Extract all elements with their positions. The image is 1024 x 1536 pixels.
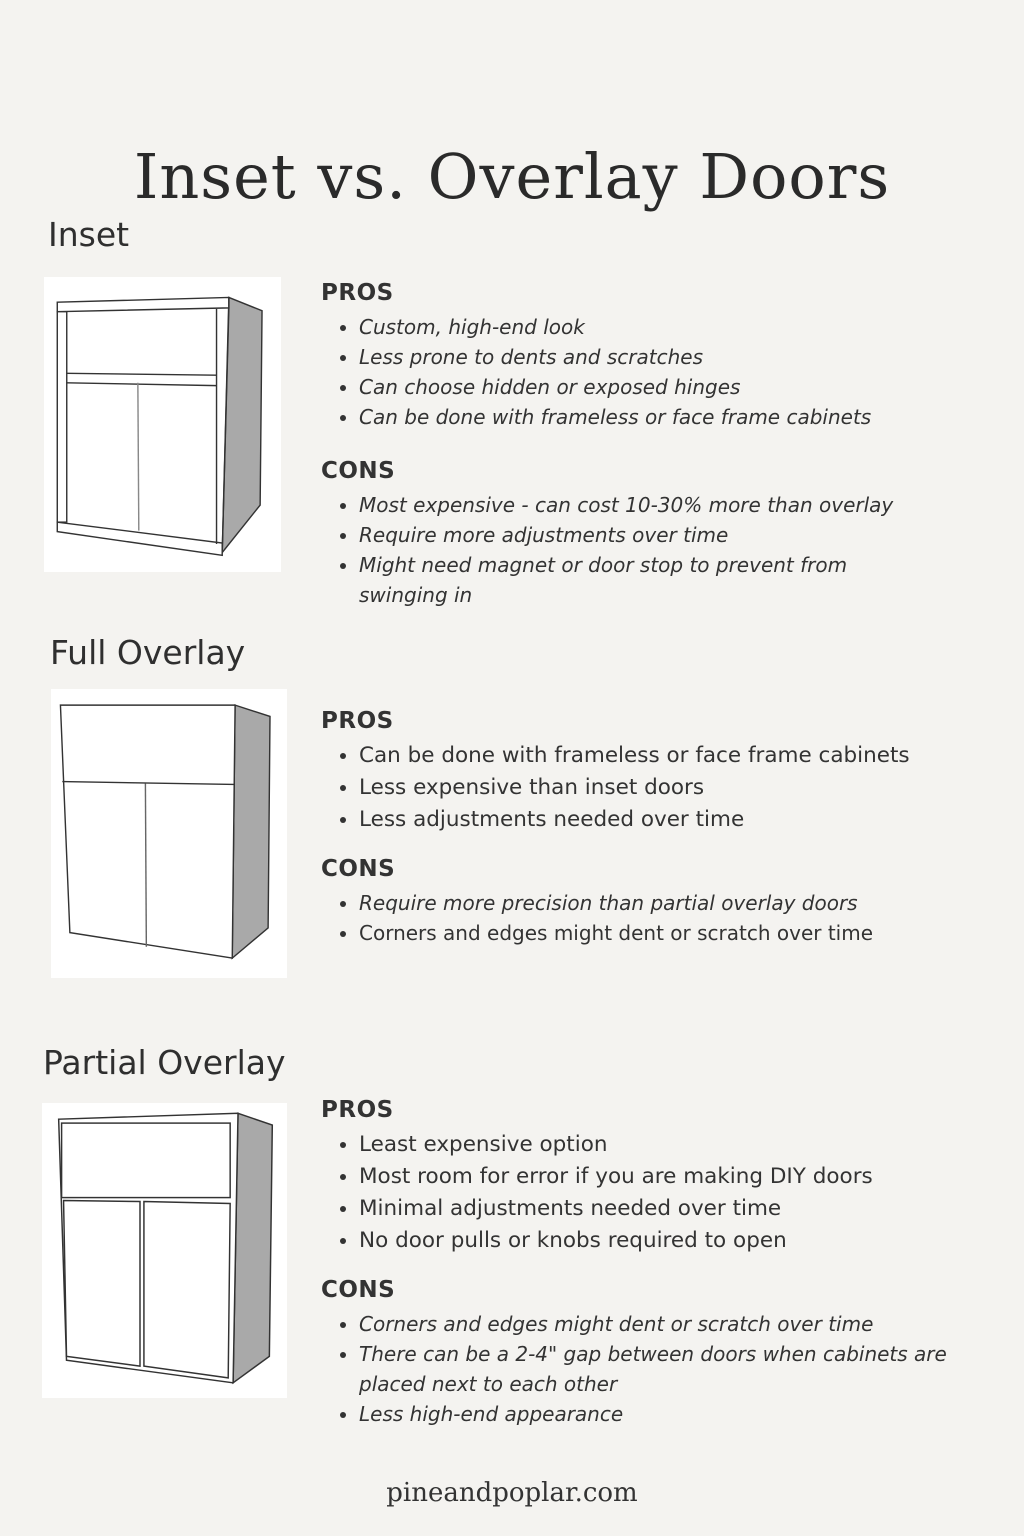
list-item: • Less high-end appearance — [359, 1399, 1001, 1429]
cons-list — [321, 1309, 1001, 1429]
list-item: • Require more precision than partial overlay doors — [359, 888, 1001, 918]
list-item: • Most expensive - can cost 10-30% more than overlay — [359, 490, 1001, 520]
cons-list — [321, 888, 1001, 948]
section-title-full-overlay: Full Overlay — [50, 633, 246, 672]
list-item: • Most room for error if you are making DIY doors — [359, 1161, 1001, 1193]
list-item: • There can be a 2-4" gap between doors when cabinets are placed next to each other — [359, 1339, 969, 1399]
list-item: • Corners and edges might dent or scratch over time — [359, 918, 1001, 948]
list-item: • Can be done with frameless or face frame cabinets — [359, 402, 1001, 432]
full-overlay-cabinet-illustration — [51, 689, 287, 978]
list-item: • Less expensive than inset doors — [359, 772, 1001, 804]
page-title: Inset vs. Overlay Doors — [133, 139, 891, 213]
pros-list — [321, 740, 1001, 836]
list-item: • Require more adjustments over time — [359, 520, 1001, 550]
list-item: • Less prone to dents and scratches — [359, 342, 1001, 372]
cons-list — [321, 490, 1001, 610]
list-item: • Custom, high-end look — [359, 312, 1001, 342]
list-item: • Less adjustments needed over time — [359, 804, 1001, 836]
pros-list — [321, 312, 1001, 432]
list-item: • Can choose hidden or exposed hinges — [359, 372, 1001, 402]
list-item: • Least expensive option — [359, 1129, 1001, 1161]
partial-overlay-cabinet-illustration — [42, 1103, 287, 1398]
footer-website: pineandpoplar.com — [386, 1478, 638, 1508]
list-item: • Minimal adjustments needed over time — [359, 1193, 1001, 1225]
section-title-partial-overlay: Partial Overlay — [43, 1043, 286, 1082]
cons-heading: CONS — [321, 458, 396, 484]
inset-pros-cons — [321, 278, 1001, 610]
list-item: • Corners and edges might dent or scratch over time — [359, 1309, 1001, 1339]
inset-cabinet-illustration — [44, 277, 281, 572]
list-item: • Might need magnet or door stop to prevent from swinging in — [359, 550, 919, 610]
cons-heading: CONS — [321, 1277, 396, 1303]
cons-heading: CONS — [321, 856, 396, 882]
full-overlay-pros-cons — [321, 706, 1001, 948]
section-title-inset: Inset — [48, 215, 130, 254]
list-item: • Can be done with frameless or face frame cabinets — [359, 740, 1001, 772]
list-item: • No door pulls or knobs required to open — [359, 1225, 1001, 1257]
partial-overlay-pros-cons — [321, 1095, 1001, 1429]
pros-heading: PROS — [321, 708, 394, 734]
pros-heading: PROS — [321, 280, 394, 306]
pros-list — [321, 1129, 1001, 1257]
pros-heading: PROS — [321, 1097, 394, 1123]
